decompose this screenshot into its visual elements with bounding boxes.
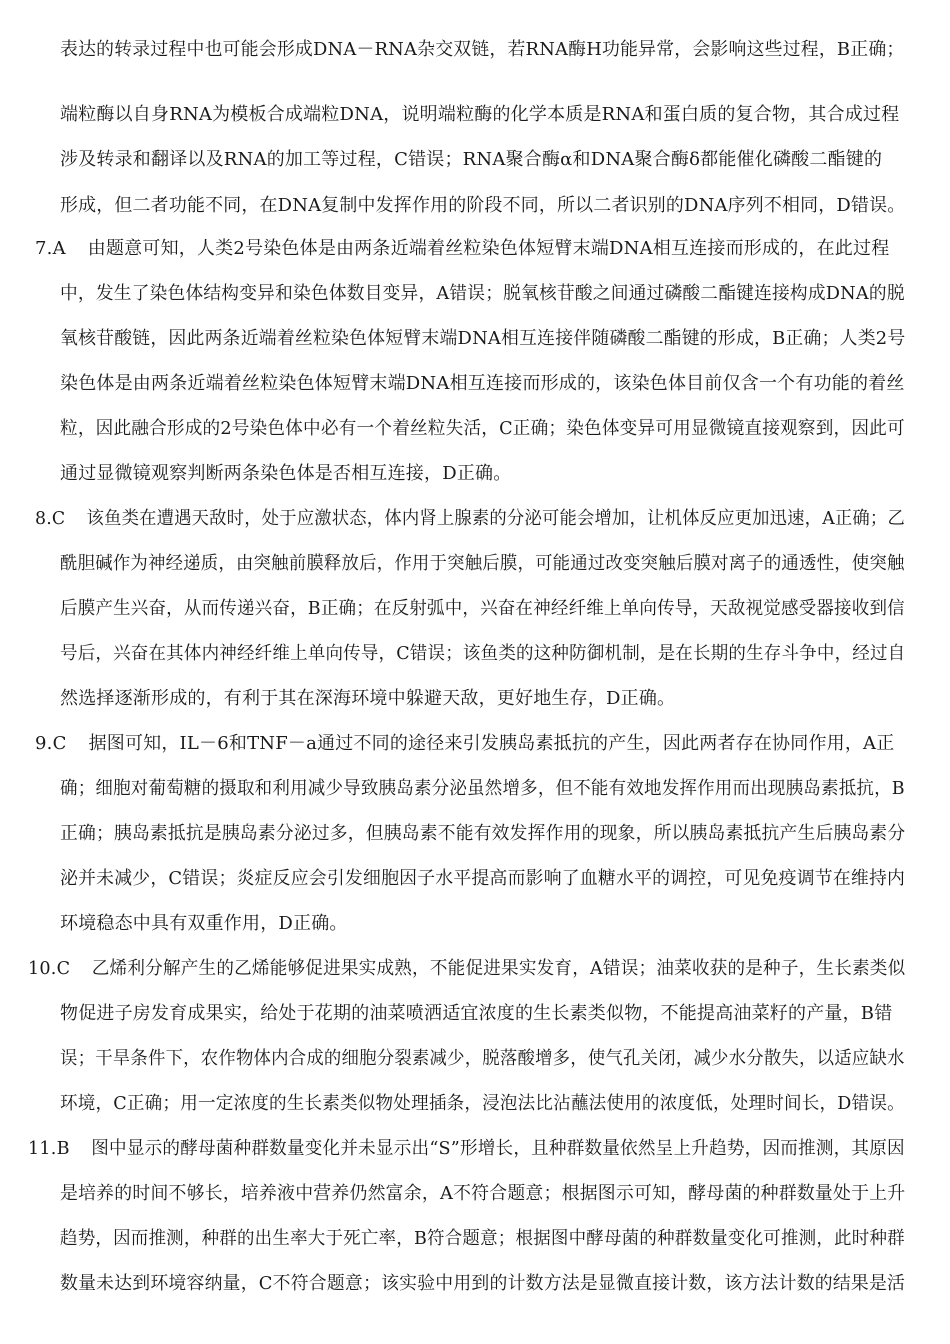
answer-text: 该鱼类在遭遇天敌时，处于应激状态，体内肾上腺素的分泌可能会增加，让机体反应更加迅速，A正确；乙 (86, 508, 905, 529)
answer-letter: C (51, 508, 66, 529)
text-line: 中，发生了染色体结构变异和染色体数目变异，A错误；脱氧核苷酸之间通过磷酸二酯键连接构成DNA的脱 (60, 283, 905, 304)
text-line: 数量未达到环境容纳量，C不符合题意；该实验中用到的计数方法是显微直接计数，该方法计数的结果是活 (60, 1273, 906, 1294)
text-line: 泌并未减少，C错误；炎症反应会引发细胞因子水平提高而影响了血糖水平的调控，可见免疫调节在维持内 (60, 868, 906, 889)
answer-first-line (35, 507, 905, 531)
answer-first-line (28, 1137, 905, 1161)
text-line: 形成，但二者功能不同，在DNA复制中发挥作用的阶段不同，所以二者识别的DNA序列不相同，D错误。 (60, 195, 906, 216)
answer-letter: C (52, 733, 67, 754)
text-line: 确；细胞对葡萄糖的摄取和利用减少导致胰岛素分泌虽然增多，但不能有效地发挥作用而出现胰岛素抵抗，B (60, 778, 905, 799)
answer-text: 图中显示的酵母菌种群数量变化并未显示出“S”形增长，且种群数量依然呈上升趋势，因而推测，其原因 (91, 1138, 905, 1159)
answer-letter: A (52, 238, 66, 259)
text-line: 粒，因此融合形成的2号染色体中必有一个着丝粒失活，C正确；染色体变异可用显微镜直接观察到，因此可 (60, 418, 905, 439)
answer-first-line (35, 237, 889, 261)
answer-first-line (28, 957, 905, 981)
text-line: 是培养的时间不够长，培养液中营养仍然富余，A不符合题意；根据图示可知，酵母菌的种群数量处于上升 (60, 1183, 906, 1204)
text-line: 然选择逐渐形成的，有利于其在深海环境中躲避天敌，更好地生存，D正确。 (60, 688, 676, 709)
text-line: 环境稳态中具有双重作用，D正确。 (60, 913, 348, 934)
answer-letter: B (56, 1138, 70, 1159)
answer-number: 8. (35, 508, 52, 529)
answer-number: 7. (35, 238, 53, 259)
text-line: 染色体是由两条近端着丝粒染色体短臂末端DNA相互连接而形成的，该染色体目前仅含一个有功能的着丝 (60, 373, 905, 394)
text-line: 环境，C正确；用一定浓度的生长素类似物处理插条，浸泡法比沾蘸法使用的浓度低，处理时间长，D错误。 (60, 1093, 905, 1114)
text-line: 表达的转录过程中也可能会形成DNA－RNA杂交双链，若RNA酶H功能异常，会影响这些过程，B正确； (60, 39, 905, 60)
text-line: 端粒酶以自身RNA为模板合成端粒DNA，说明端粒酶的化学本质是RNA和蛋白质的复合物，其合成过程 (60, 104, 900, 125)
text-line: 氧核苷酸链，因此两条近端着丝粒染色体短臂末端DNA相互连接伴随磷酸二酯键的形成，B正确；人类2号 (60, 328, 906, 349)
answer-first-line (35, 732, 894, 756)
text-line: 误；干旱条件下，农作物体内合成的细胞分裂素减少，脱落酸增多，使气孔关闭，减少水分散失，以适应缺水 (60, 1048, 905, 1069)
text-line: 通过显微镜观察判断两条染色体是否相互连接，D正确。 (60, 463, 512, 484)
text-line: 正确；胰岛素抵抗是胰岛素分泌过多，但胰岛素不能有效发挥作用的现象，所以胰岛素抵抗产生后胰岛素分 (60, 823, 906, 844)
text-line: 后膜产生兴奋，从而传递兴奋，B正确；在反射弧中，兴奋在神经纤维上单向传导，天敌视觉感受器接收到信 (60, 598, 905, 619)
answer-text: 乙烯利分解产生的乙烯能够促进果实成熟，不能促进果实发育，A错误；油菜收获的是种子，生长素类似 (91, 958, 906, 979)
answer-number: 11. (28, 1138, 57, 1159)
answer-text: 据图可知，IL－6和TNF－a通过不同的途径来引发胰岛素抵抗的产生，因此两者存在协同作用，A正 (88, 733, 895, 754)
text-line: 涉及转录和翻译以及RNA的加工等过程，C错误；RNA聚合酶α和DNA聚合酶δ都能催化磷酸二酯键的 (60, 149, 883, 170)
text-line: 趋势，因而推测，种群的出生率大于死亡率，B符合题意；根据图中酵母菌的种群数量变化可推测，此时种群 (60, 1228, 905, 1249)
answer-text: 由题意可知，人类2号染色体是由两条近端着丝粒染色体短臂末端DNA相互连接而形成的，在此过程 (87, 238, 890, 259)
answer-letter: C (56, 958, 71, 979)
text-line: 号后，兴奋在其体内神经纤维上单向传导，C错误；该鱼类的这种防御机制，是在长期的生存斗争中，经过自 (60, 643, 906, 664)
answer-number: 10. (28, 958, 57, 979)
text-line: 酰胆碱作为神经递质，由突触前膜释放后，作用于突触后膜，可能通过改变突触后膜对离子的通透性，使突触 (60, 553, 905, 574)
answer-number: 9. (35, 733, 53, 754)
text-line: 物促进子房发育成果实，给处于花期的油菜喷洒适宜浓度的生长素类似物，不能提高油菜籽的产量，B错 (60, 1003, 893, 1024)
